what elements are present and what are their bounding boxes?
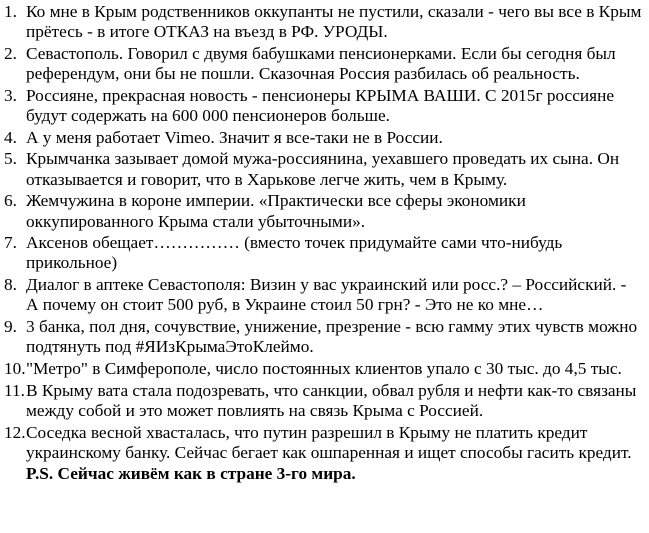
item-number: 8. xyxy=(4,275,17,295)
list-item xyxy=(4,44,643,84)
item-number: 2. xyxy=(4,43,17,63)
item-text: Диалог в аптеке Севастополя: Визин у вас украинский или росс.? – Российский. - А почему он стоит 500 руб, в Украине стоил 50 грн? - Это не ко мне… xyxy=(26,275,627,315)
item-number: 10. xyxy=(4,358,26,378)
item-number: 3. xyxy=(4,85,17,105)
item-text: Жемчужина в короне империи. «Практически все сферы экономики оккупированного Крыма стали убыточными». xyxy=(26,191,526,231)
item-number: 11. xyxy=(4,380,25,400)
item-number: 5. xyxy=(4,149,17,169)
list-item xyxy=(4,359,643,379)
item-text: "Метро" в Симферополе, число постоянных клиентов упало с 30 тыс. до 4,5 тыс. xyxy=(26,358,622,378)
item-text: Крымчанка зазывает домой мужа-россиянина, уехавшего проведать их сына. Он отказывается и говорит, что в Харькове легче жить, чем в Крыму. xyxy=(26,149,620,189)
item-number: 12. xyxy=(4,422,26,442)
item-number: 1. xyxy=(4,2,17,21)
list-item xyxy=(4,191,643,231)
list-item xyxy=(4,2,643,42)
list-item xyxy=(4,233,643,273)
item-number: 7. xyxy=(4,233,17,253)
postscript: P.S. Сейчас живём как в стране 3-го мира. xyxy=(26,464,356,484)
item-number: 9. xyxy=(4,317,17,337)
list-item xyxy=(4,423,643,463)
item-text: Севастополь. Говорил с двумя бабушками пенсионерками. Если бы сегодня был референдум, они бы не пошли. Сказочная Россия разбилась об реальность. xyxy=(26,43,616,84)
list-item xyxy=(4,317,643,357)
list-item xyxy=(4,128,643,148)
list-item xyxy=(4,86,643,126)
list-item xyxy=(4,149,643,189)
item-text: 3 банка, пол дня, сочувствие, унижение, презрение - всю гамму этих чувств можно подтянуть под #ЯИзКрымаЭтоКлеймо. xyxy=(26,317,638,357)
list-item xyxy=(4,275,643,315)
item-text: Аксенов обещает…………… (вместо точек придумайте сами что-нибудь прикольное) xyxy=(26,233,563,273)
item-number: 4. xyxy=(4,127,17,147)
item-text: Россияне, прекрасная новость - пенсионеры КРЫМА ВАШИ. С 2015г россияне будут содержать на 600 000 пенсионеров больше. xyxy=(26,85,615,126)
item-number: 6. xyxy=(4,191,17,211)
item-text: А у меня работает Vimeo. Значит я все-таки не в России. xyxy=(26,127,443,147)
list-item xyxy=(4,381,643,421)
item-text: В Крыму вата стала подозревать, что санкции, обвал рубля и нефти как-то связаны между собой и это может повлиять на связь Крыма с Россией. xyxy=(26,380,637,420)
item-text: Соседка весной хвасталась, что путин разрешил в Крыму не платить кредит украинскому банку. Сейчас бегает как ошпаренная и ищет способы гасить кредит. xyxy=(26,422,632,462)
item-text: Ко мне в Крым родственников оккупанты не пустили, сказали - чего вы все в Крым прётесь - в итоге ОТКАЗ на въезд в РФ. УРОДЫ. xyxy=(26,2,642,42)
